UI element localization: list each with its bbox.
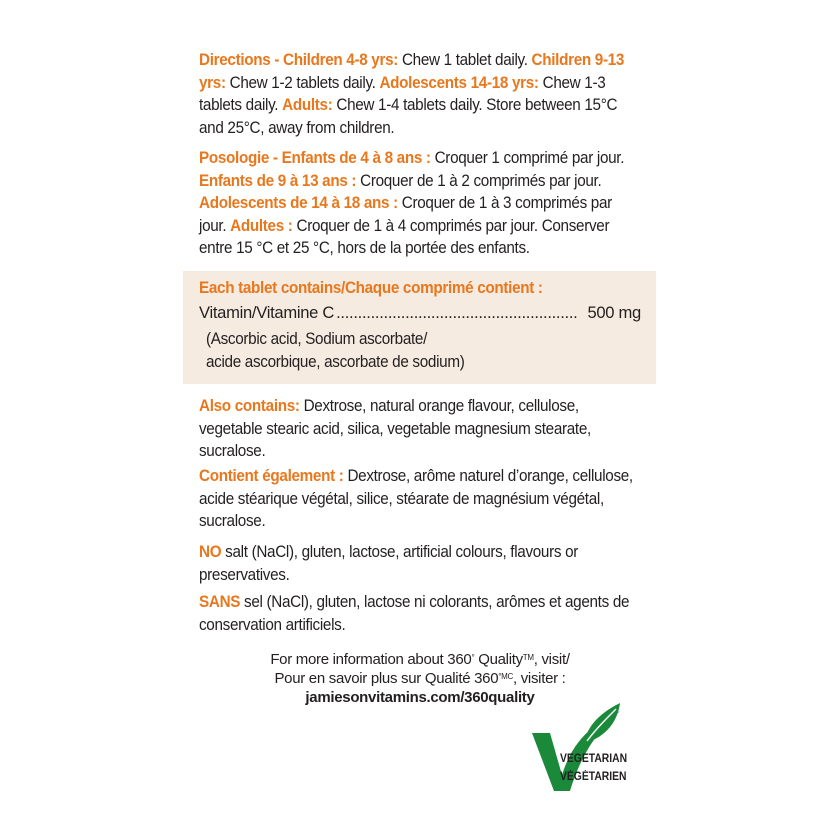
info-line-english: For more information about 360° Quality™, visit/ (270, 651, 570, 668)
ingredient-note-1: (Ascorbic acid, Sodium ascorbate/ (206, 329, 428, 348)
also-contains-french: Contient également : Dextrose, arôme naturel d’orange, cellulose, acide stéarique végétal, silice, stéarate de magnésium végétal, sucralose. (199, 466, 633, 530)
directions-english: Directions - Children 4-8 yrs: Chew 1 tablet daily. Children 9-13 yrs: Chew 1-2 tablets daily. Adolescents 14-18 yrs: Chew 1-3 tablets daily. Adults: Chew 1-4 tablets daily. Store between 15°C and 25°C, away from children. (199, 50, 625, 137)
ingredient-name: Vitamin/Vitamine C (199, 303, 335, 322)
website-link[interactable]: jamiesonvitamins.com/360quality (305, 689, 535, 706)
logo-text-french: VÉGÉTARIEN (560, 771, 627, 783)
directions-french: Posologie - Enfants de 4 à 8 ans : Croquer 1 comprimé par jour. Enfants de 9 à 13 ans : Croquer de 1 à 2 comprimés par jour. Adolescents de 14 à 18 ans : Croquer de 1 à 3 comprimés par jour. Adultes : Croquer de 1 à 4 comprimés par jour. Conserver entre 15 °C et 25 °C, hors de la portée des enfants. (199, 148, 625, 257)
info-line-french: Pour en savoir plus sur Qualité $360^{^\circ MC}$, visiter : (274, 670, 566, 687)
free-of-english: NO salt (NaCl), gluten, lactose, artificial colours, flavours or preservatives. (199, 542, 579, 584)
vegetarian-logo (530, 703, 650, 793)
ingredients-heading: Each tablet contains/Chaque comprimé contient : (199, 278, 543, 297)
ingredient-row-vitamin-c (199, 302, 641, 324)
also-contains-english: Also contains: Dextrose, natural orange flavour, cellulose, vegetable stearic acid, silica, vegetable magnesium stearate, sucralose. (199, 396, 591, 460)
leader-dots: ........................................................ (336, 303, 578, 322)
logo-text-english: VEGETARIAN (560, 753, 628, 765)
heading-posologie: Posologie - Enfants de 4 à 8 ans : (199, 148, 431, 167)
free-of-french: SANS sel (NaCl), gluten, lactose ni colorants, arômes et agents de conservation artificiels. (199, 592, 630, 634)
ingredient-note-2: acide ascorbique, ascorbate de sodium) (206, 352, 465, 371)
ingredient-amount: 500 mg (587, 303, 641, 322)
heading-children-4-8: Directions - Children 4-8 yrs: (199, 50, 399, 69)
